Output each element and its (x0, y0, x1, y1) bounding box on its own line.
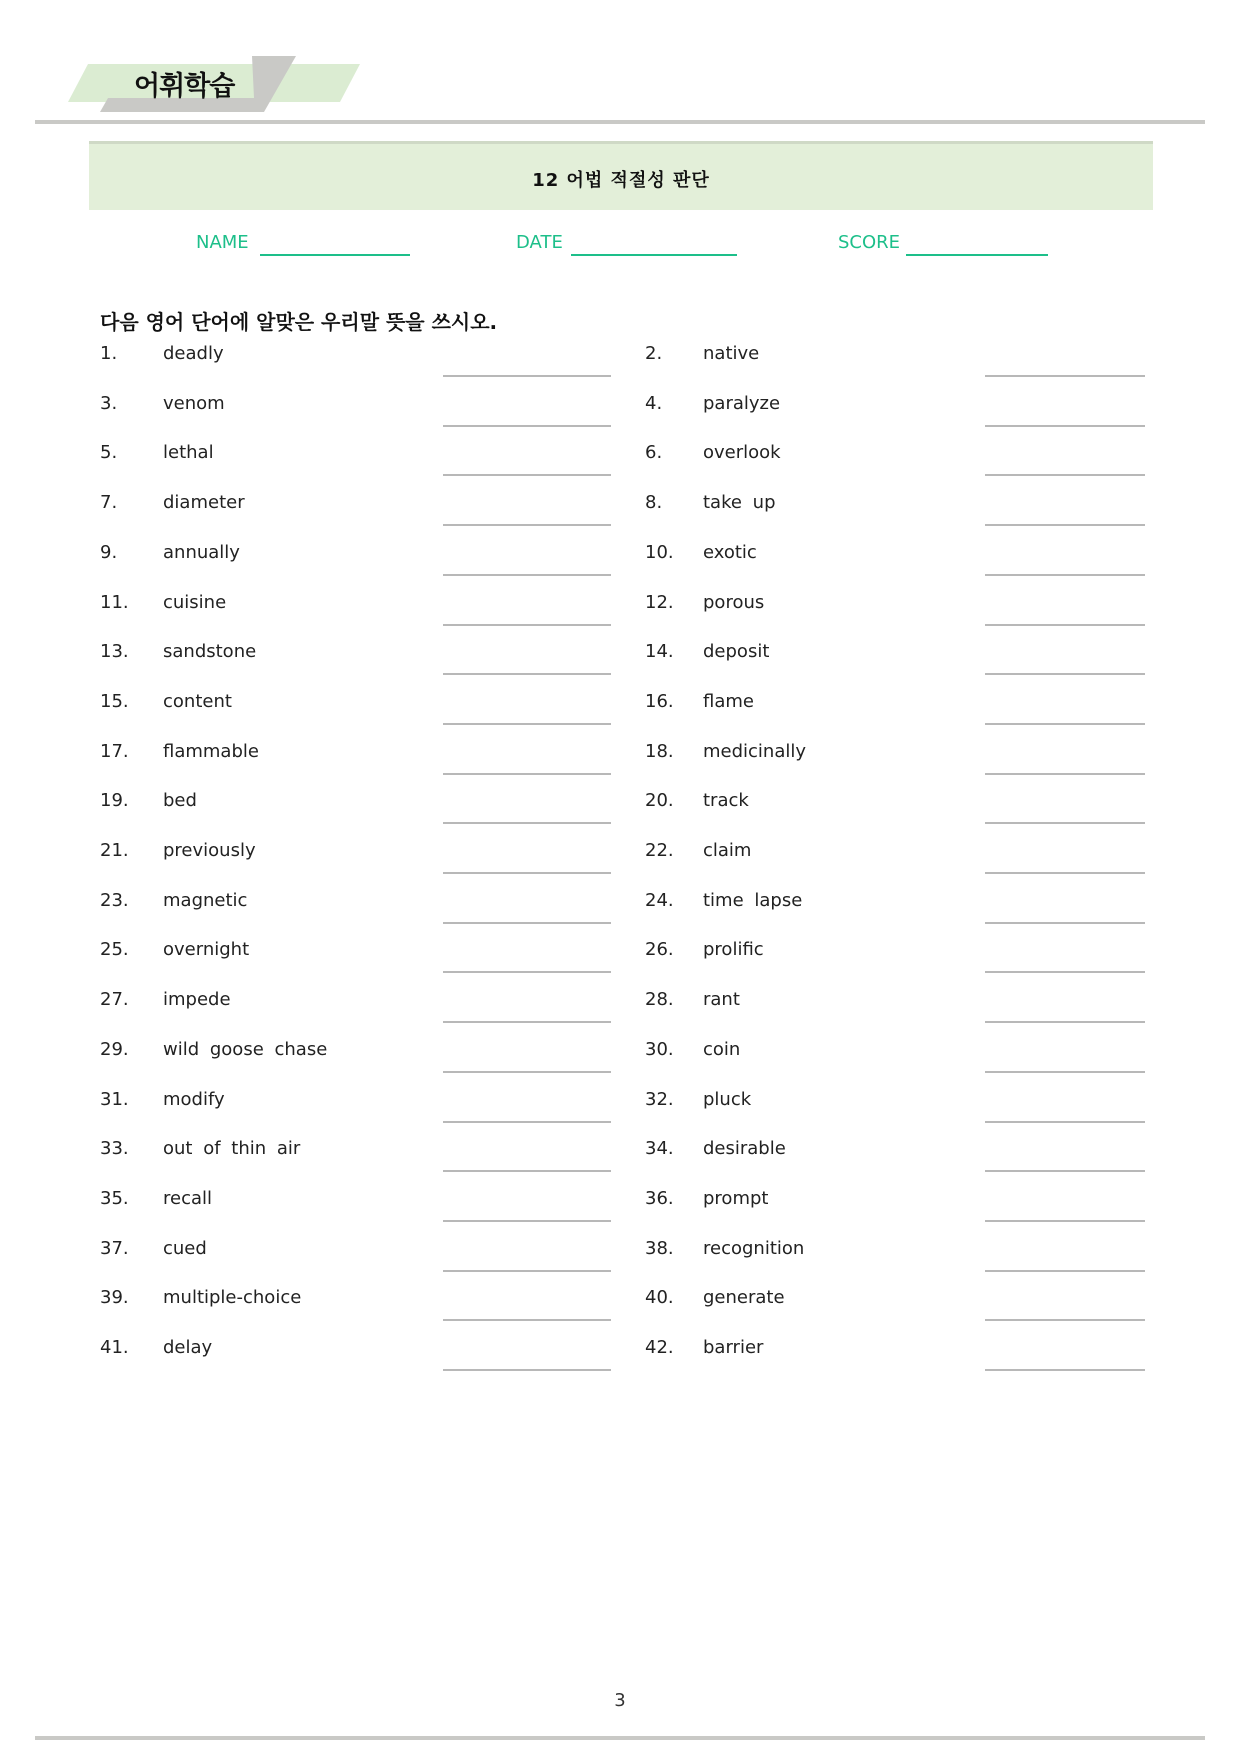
item-word: impede (163, 989, 231, 1011)
vocab-item (0, 592, 1240, 642)
vocab-item (0, 1089, 1240, 1139)
item-word: prompt (703, 1187, 769, 1209)
item-number: 40. (645, 1287, 674, 1309)
item-number: 38. (645, 1237, 674, 1259)
item-number: 11. (100, 591, 129, 613)
item-word: take up (703, 492, 776, 514)
item-word: content (163, 690, 232, 712)
item-word: diameter (163, 492, 245, 514)
item-word: sandstone (163, 641, 257, 663)
vocab-item (0, 343, 1240, 393)
vocab-item (0, 641, 1240, 691)
item-number: 34. (645, 1138, 674, 1160)
item-number: 17. (100, 740, 129, 762)
item-word: delay (163, 1337, 213, 1358)
item-number: 39. (100, 1287, 129, 1309)
item-word: bed (163, 790, 197, 812)
item-number: 15. (100, 690, 129, 712)
item-number: 3. (100, 392, 118, 414)
vocab-item (0, 492, 1240, 542)
item-word: recall (163, 1187, 213, 1209)
item-word: annually (163, 541, 240, 563)
answer-blank[interactable] (985, 673, 1145, 675)
item-word: time lapse (703, 889, 803, 911)
item-number: 31. (100, 1088, 129, 1110)
item-word: recognition (703, 1237, 805, 1259)
item-word: coin (703, 1038, 741, 1060)
answer-blank[interactable] (985, 1071, 1145, 1073)
vocab-item (0, 939, 1240, 989)
item-word: flammable (163, 740, 259, 762)
date-label: DATE (516, 232, 563, 253)
item-word: cued (163, 1237, 207, 1259)
vocab-item (0, 542, 1240, 592)
item-word: claim (703, 840, 752, 861)
answer-blank[interactable] (985, 1319, 1145, 1321)
vocab-item (0, 741, 1240, 791)
vocab-item (0, 1039, 1240, 1089)
vocab-item (0, 840, 1240, 890)
item-word: previously (163, 840, 256, 861)
item-number: 35. (100, 1187, 129, 1209)
answer-blank[interactable] (985, 971, 1145, 973)
answer-blank[interactable] (985, 723, 1145, 725)
item-number: 21. (100, 840, 129, 861)
item-word: rant (703, 989, 740, 1011)
item-word: magnetic (163, 889, 248, 911)
item-number: 20. (645, 790, 674, 812)
item-number: 25. (100, 939, 129, 961)
answer-blank[interactable] (985, 1121, 1145, 1123)
item-number: 8. (645, 492, 663, 514)
answer-blank[interactable] (985, 624, 1145, 626)
item-word: generate (703, 1287, 785, 1309)
answer-blank[interactable] (985, 922, 1145, 924)
score-field[interactable] (906, 254, 1048, 256)
item-number: 12. (645, 591, 674, 613)
item-number: 30. (645, 1038, 674, 1060)
item-word: porous (703, 591, 765, 613)
item-number: 9. (100, 541, 118, 563)
answer-blank[interactable] (985, 872, 1145, 874)
answer-blank[interactable] (985, 474, 1145, 476)
answer-blank[interactable] (985, 375, 1145, 377)
answer-blank[interactable] (985, 425, 1145, 427)
item-number: 33. (100, 1138, 129, 1160)
title-box (89, 141, 1153, 210)
answer-blank[interactable] (985, 1270, 1145, 1272)
item-number: 14. (645, 641, 674, 663)
item-number: 29. (100, 1038, 129, 1060)
item-word: modify (163, 1088, 225, 1110)
item-number: 36. (645, 1187, 674, 1209)
item-word: lethal (163, 442, 214, 464)
item-word: out of thin air (163, 1138, 301, 1160)
item-word: flame (703, 690, 754, 712)
item-number: 27. (100, 989, 129, 1011)
answer-blank[interactable] (985, 822, 1145, 824)
header-title: 어휘학습 (134, 71, 235, 102)
item-word: barrier (703, 1337, 764, 1358)
date-field[interactable] (571, 254, 737, 256)
item-word: deposit (703, 641, 770, 663)
item-number: 10. (645, 541, 674, 563)
item-number: 41. (100, 1337, 129, 1358)
vocab-item (0, 890, 1240, 940)
item-number: 32. (645, 1088, 674, 1110)
item-word: paralyze (703, 392, 781, 414)
item-word: wild goose chase (163, 1038, 328, 1060)
item-number: 18. (645, 740, 674, 762)
item-number: 1. (100, 343, 118, 364)
item-word: medicinally (703, 740, 807, 762)
vocab-item (0, 790, 1240, 840)
answer-blank[interactable] (985, 1170, 1145, 1172)
item-number: 28. (645, 989, 674, 1011)
score-label: SCORE (838, 232, 901, 253)
answer-blank[interactable] (985, 1021, 1145, 1023)
answer-blank[interactable] (985, 524, 1145, 526)
name-label: NAME (196, 232, 249, 253)
top-divider (35, 120, 1205, 124)
item-number: 23. (100, 889, 129, 911)
item-word: native (703, 343, 760, 364)
vocab-item (0, 1287, 1240, 1337)
item-number: 37. (100, 1237, 129, 1259)
item-number: 2. (645, 343, 663, 364)
item-word: track (703, 790, 749, 812)
worksheet-title: 12 어법 적절성 판단 (532, 170, 710, 191)
item-number: 26. (645, 939, 674, 961)
page-number: 3 (614, 1690, 626, 1711)
answer-blank[interactable] (985, 1369, 1145, 1371)
item-word: overnight (163, 939, 250, 961)
vocab-item (0, 1238, 1240, 1288)
item-number: 6. (645, 442, 663, 464)
vocab-item (0, 1138, 1240, 1188)
item-word: overlook (703, 442, 781, 464)
vocab-item (0, 1188, 1240, 1238)
vocab-item (0, 393, 1240, 443)
vocab-item (0, 1337, 1240, 1387)
item-word: multiple-choice (163, 1287, 302, 1309)
item-number: 42. (645, 1337, 674, 1358)
answer-blank[interactable] (985, 773, 1145, 775)
item-number: 7. (100, 492, 118, 514)
answer-blank[interactable] (985, 1220, 1145, 1222)
bottom-divider (35, 1736, 1205, 1740)
item-number: 5. (100, 442, 118, 464)
item-number: 13. (100, 641, 129, 663)
vocab-item (0, 691, 1240, 741)
item-word: desirable (703, 1138, 786, 1160)
vocab-item (0, 442, 1240, 492)
item-word: venom (163, 392, 225, 414)
instruction: 다음 영어 단어에 알맞은 우리말 뜻을 쓰시오. (100, 310, 498, 334)
answer-blank[interactable] (985, 574, 1145, 576)
vocab-item (0, 989, 1240, 1039)
item-word: prolific (703, 939, 764, 961)
name-field[interactable] (260, 254, 410, 256)
item-number: 22. (645, 840, 674, 861)
item-number: 4. (645, 392, 663, 414)
item-word: pluck (703, 1088, 752, 1110)
item-word: cuisine (163, 591, 227, 613)
item-word: deadly (163, 343, 224, 364)
item-number: 16. (645, 690, 674, 712)
item-number: 24. (645, 889, 674, 911)
item-word: exotic (703, 541, 757, 563)
item-number: 19. (100, 790, 129, 812)
